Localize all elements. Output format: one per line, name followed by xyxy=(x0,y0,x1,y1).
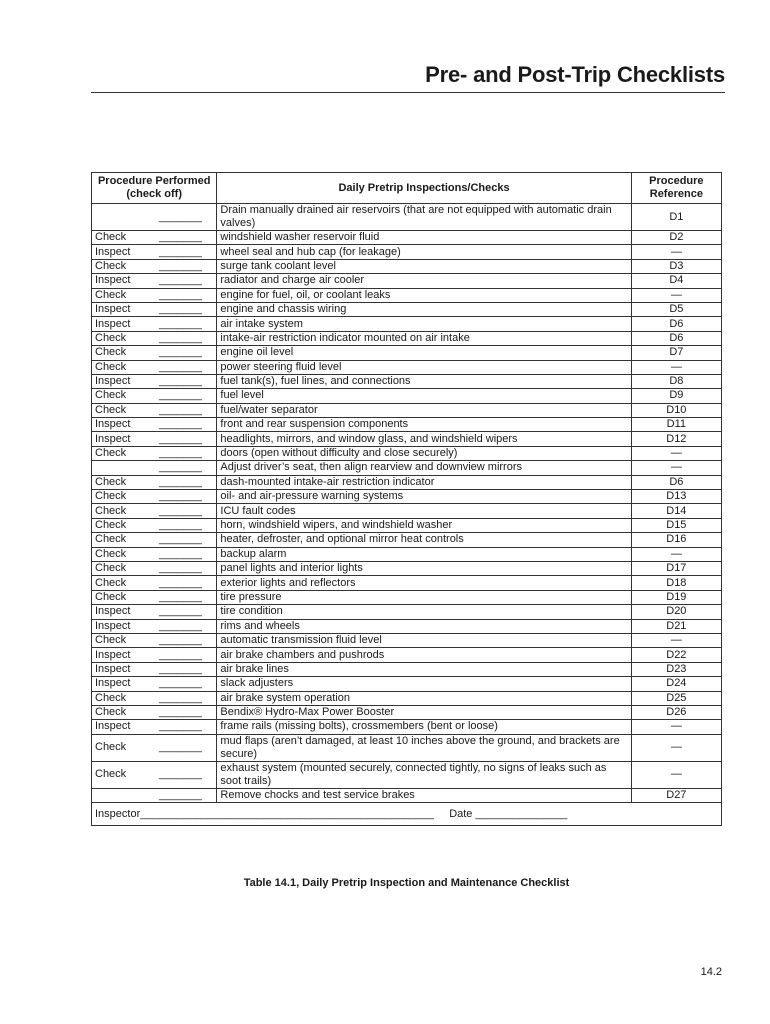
action-label: Check xyxy=(95,768,127,781)
check-off-blank[interactable]: _______ xyxy=(159,210,202,223)
table-row xyxy=(92,547,722,561)
inspection-task: tire pressure xyxy=(217,590,631,604)
inspection-task: automatic transmission fluid level xyxy=(217,633,631,647)
procedure-reference: D15 xyxy=(631,518,721,532)
check-off-blank[interactable]: _______ xyxy=(159,788,202,801)
action-label: Check xyxy=(95,590,127,603)
check-off-blank[interactable]: _______ xyxy=(159,490,202,503)
check-off-blank[interactable]: _______ xyxy=(159,562,202,575)
action-label: Check xyxy=(95,519,127,531)
procedure-performed-cell xyxy=(92,302,217,316)
check-off-blank[interactable]: _______ xyxy=(159,274,202,287)
inspection-task: surge tank coolant level xyxy=(217,259,631,273)
check-off-blank[interactable]: _______ xyxy=(159,447,202,460)
procedure-reference: D16 xyxy=(631,533,721,547)
inspection-task: rims and wheels xyxy=(217,619,631,633)
procedure-reference: — xyxy=(631,245,721,259)
table-row xyxy=(92,475,722,489)
inspection-task: backup alarm xyxy=(217,547,631,561)
procedure-performed-cell xyxy=(92,734,217,761)
procedure-reference: D12 xyxy=(631,432,721,446)
check-off-blank[interactable]: _______ xyxy=(159,634,202,647)
procedure-performed-cell xyxy=(92,705,217,719)
action-label: Inspect xyxy=(95,662,131,675)
procedure-reference: D27 xyxy=(631,788,721,802)
procedure-reference: D8 xyxy=(631,374,721,388)
action-label: Check xyxy=(95,360,127,373)
procedure-reference: — xyxy=(631,633,721,647)
check-off-blank[interactable]: _______ xyxy=(159,360,202,373)
table-row xyxy=(92,331,722,345)
action-label: Check xyxy=(95,741,127,754)
procedure-reference: D19 xyxy=(631,590,721,604)
procedure-performed-cell xyxy=(92,418,217,432)
check-off-blank[interactable]: _______ xyxy=(159,432,202,445)
table-row xyxy=(92,677,722,691)
procedure-reference: — xyxy=(631,288,721,302)
procedure-performed-cell xyxy=(92,691,217,705)
check-off-blank[interactable]: _______ xyxy=(159,418,202,431)
procedure-performed-cell xyxy=(92,648,217,662)
procedure-reference: D6 xyxy=(631,475,721,489)
procedure-reference: D21 xyxy=(631,619,721,633)
action-label: Inspect xyxy=(95,303,131,316)
table-row xyxy=(92,605,722,619)
check-off-blank[interactable]: _______ xyxy=(159,389,202,402)
procedure-reference: D26 xyxy=(631,705,721,719)
procedure-performed-cell xyxy=(92,432,217,446)
inspection-task: radiator and charge air cooler xyxy=(217,274,631,288)
action-label: Check xyxy=(95,562,127,575)
action-label: Inspect xyxy=(95,720,131,733)
inspection-task: Adjust driver’s seat, then align rearview and downview mirrors xyxy=(217,461,631,475)
action-label: Check xyxy=(95,533,127,546)
inspection-task: mud flaps (aren’t damaged, at least 10 inches above the ground, and brackets are secure) xyxy=(217,734,631,761)
inspection-task: Drain manually drained air reservoirs (that are not equipped with automatic drain valves) xyxy=(217,204,631,231)
check-off-blank[interactable]: _______ xyxy=(159,720,202,733)
table-row xyxy=(92,576,722,590)
procedure-performed-cell xyxy=(92,446,217,460)
date-field[interactable]: Date _______________ xyxy=(449,807,568,820)
page-title: Pre- and Post-Trip Checklists xyxy=(425,62,725,87)
action-label: Check xyxy=(95,634,127,647)
check-off-blank[interactable]: _______ xyxy=(159,475,202,488)
action-label: Inspect xyxy=(95,432,131,445)
procedure-performed-cell xyxy=(92,317,217,331)
action-label: Inspect xyxy=(95,274,131,287)
procedure-reference: D2 xyxy=(631,231,721,245)
action-label: Check xyxy=(95,346,127,359)
procedure-performed-cell xyxy=(92,633,217,647)
procedure-reference: D6 xyxy=(631,317,721,331)
procedure-reference: D5 xyxy=(631,302,721,316)
procedure-performed-cell xyxy=(92,518,217,532)
check-off-blank[interactable]: _______ xyxy=(159,619,202,632)
table-row xyxy=(92,274,722,288)
procedure-reference: D18 xyxy=(631,576,721,590)
check-off-blank[interactable]: _______ xyxy=(159,706,202,719)
inspection-task: dash-mounted intake-air restriction indicator xyxy=(217,475,631,489)
inspection-task: air brake system operation xyxy=(217,691,631,705)
action-label: Check xyxy=(95,691,127,704)
procedure-performed-cell xyxy=(92,204,217,231)
check-off-blank[interactable]: _______ xyxy=(159,231,202,244)
table-row xyxy=(92,231,722,245)
procedure-reference: — xyxy=(631,547,721,561)
procedure-performed-cell xyxy=(92,605,217,619)
procedure-reference: D3 xyxy=(631,259,721,273)
header-daily-pretrip: Daily Pretrip Inspections/Checks xyxy=(217,173,631,204)
procedure-reference: D11 xyxy=(631,418,721,432)
check-off-blank[interactable]: _______ xyxy=(159,259,202,272)
check-off-blank[interactable]: _______ xyxy=(159,691,202,704)
inspection-task: ICU fault codes xyxy=(217,504,631,518)
check-off-blank[interactable]: _______ xyxy=(159,288,202,301)
inspection-task: exhaust system (mounted securely, connected tightly, no signs of leaks such as soot trails) xyxy=(217,761,631,788)
procedure-reference: D14 xyxy=(631,504,721,518)
action-label: Check xyxy=(95,504,127,517)
action-label: Check xyxy=(95,231,127,244)
check-off-blank[interactable]: _______ xyxy=(159,375,202,388)
procedure-reference: — xyxy=(631,720,721,734)
inspection-task: frame rails (missing bolts), crossmembers (bent or loose) xyxy=(217,720,631,734)
procedure-performed-cell xyxy=(92,533,217,547)
table-row xyxy=(92,403,722,417)
table-row xyxy=(92,317,722,331)
table-row xyxy=(92,633,722,647)
inspection-task: power steering fluid level xyxy=(217,360,631,374)
inspection-task: panel lights and interior lights xyxy=(217,561,631,575)
table-caption: Table 14.1, Daily Pretrip Inspection and Maintenance Checklist xyxy=(243,877,570,889)
check-off-blank[interactable]: _______ xyxy=(159,741,202,754)
action-label: Inspect xyxy=(95,619,131,632)
procedure-performed-cell xyxy=(92,403,217,417)
check-off-blank[interactable]: _______ xyxy=(159,677,202,690)
action-label: Check xyxy=(95,447,127,460)
check-off-blank[interactable]: _______ xyxy=(159,303,202,316)
inspection-task: air intake system xyxy=(217,317,631,331)
inspection-task: exterior lights and reflectors xyxy=(217,576,631,590)
procedure-reference: D13 xyxy=(631,490,721,504)
table-row xyxy=(92,418,722,432)
action-label: Inspect xyxy=(95,317,131,330)
inspection-task: wheel seal and hub cap (for leakage) xyxy=(217,245,631,259)
inspection-task: fuel level xyxy=(217,389,631,403)
inspection-task: air brake chambers and pushrods xyxy=(217,648,631,662)
procedure-reference: D23 xyxy=(631,662,721,676)
check-off-blank[interactable]: _______ xyxy=(159,504,202,517)
action-label: Inspect xyxy=(95,677,131,690)
table-row xyxy=(92,389,722,403)
action-label: Inspect xyxy=(95,418,131,431)
procedure-performed-cell xyxy=(92,561,217,575)
table-row xyxy=(92,504,722,518)
procedure-performed-cell xyxy=(92,475,217,489)
procedure-reference: D10 xyxy=(631,403,721,417)
procedure-reference: D22 xyxy=(631,648,721,662)
inspection-task: Remove chocks and test service brakes xyxy=(217,788,631,802)
check-off-blank[interactable]: _______ xyxy=(159,461,202,474)
procedure-performed-cell xyxy=(92,389,217,403)
table-row xyxy=(92,302,722,316)
table-row xyxy=(92,662,722,676)
procedure-performed-cell xyxy=(92,662,217,676)
check-off-blank[interactable]: _______ xyxy=(159,245,202,258)
table-row xyxy=(92,245,722,259)
table-row xyxy=(92,734,722,761)
inspection-task: horn, windshield wipers, and windshield washer xyxy=(217,518,631,532)
procedure-performed-cell xyxy=(92,288,217,302)
procedure-performed-cell xyxy=(92,590,217,604)
table-row xyxy=(92,648,722,662)
inspection-task: intake-air restriction indicator mounted on air intake xyxy=(217,331,631,345)
action-label: Check xyxy=(95,547,127,560)
inspection-task: Bendix® Hydro-Max Power Booster xyxy=(217,705,631,719)
table-row xyxy=(92,691,722,705)
procedure-performed-cell xyxy=(92,374,217,388)
table-row xyxy=(92,461,722,475)
table-row xyxy=(92,288,722,302)
inspection-task: engine oil level xyxy=(217,346,631,360)
inspection-task: oil- and air-pressure warning systems xyxy=(217,490,631,504)
check-off-blank[interactable]: _______ xyxy=(159,648,202,661)
procedure-performed-cell xyxy=(92,576,217,590)
check-off-blank[interactable]: _______ xyxy=(159,533,202,546)
procedure-reference: D9 xyxy=(631,389,721,403)
inspection-task: windshield washer reservoir fluid xyxy=(217,231,631,245)
procedure-reference: D17 xyxy=(631,561,721,575)
inspection-task: tire condition xyxy=(217,605,631,619)
action-label: Check xyxy=(95,706,127,719)
table-row xyxy=(92,720,722,734)
action-label: Check xyxy=(95,576,127,589)
check-off-blank[interactable]: _______ xyxy=(159,768,202,781)
check-off-blank[interactable]: _______ xyxy=(159,605,202,618)
action-label: Check xyxy=(95,403,127,416)
check-off-blank[interactable]: _______ xyxy=(159,317,202,330)
table-row xyxy=(92,619,722,633)
procedure-performed-cell xyxy=(92,788,217,802)
action-label: Check xyxy=(95,259,127,272)
procedure-performed-cell xyxy=(92,346,217,360)
inspection-task: headlights, mirrors, and window glass, and windshield wipers xyxy=(217,432,631,446)
procedure-performed-cell xyxy=(92,677,217,691)
procedure-reference: D24 xyxy=(631,677,721,691)
procedure-reference: D1 xyxy=(631,204,721,231)
table-row xyxy=(92,259,722,273)
table-row xyxy=(92,204,722,231)
inspection-task: fuel/water separator xyxy=(217,403,631,417)
table-row xyxy=(92,705,722,719)
procedure-reference: D6 xyxy=(631,331,721,345)
inspector-row xyxy=(92,803,722,826)
procedure-performed-cell xyxy=(92,547,217,561)
inspector-cell xyxy=(92,803,722,826)
action-label: Inspect xyxy=(95,648,131,661)
inspection-task: front and rear suspension components xyxy=(217,418,631,432)
action-label: Inspect xyxy=(95,245,131,258)
inspection-task: doors (open without difficulty and close securely) xyxy=(217,446,631,460)
table-row xyxy=(92,346,722,360)
procedure-reference: — xyxy=(631,446,721,460)
table-row xyxy=(92,374,722,388)
table-row xyxy=(92,561,722,575)
procedure-reference: — xyxy=(631,461,721,475)
pretrip-checklist-table xyxy=(91,172,722,826)
procedure-reference: D25 xyxy=(631,691,721,705)
action-label: Check xyxy=(95,288,127,301)
check-off-blank[interactable]: _______ xyxy=(159,403,202,416)
procedure-performed-cell xyxy=(92,360,217,374)
table-row xyxy=(92,432,722,446)
procedure-performed-cell xyxy=(92,490,217,504)
table-row xyxy=(92,518,722,532)
procedure-performed-cell xyxy=(92,761,217,788)
action-label: Inspect xyxy=(95,375,131,388)
procedure-performed-cell xyxy=(92,259,217,273)
table-row xyxy=(92,788,722,802)
procedure-reference: — xyxy=(631,360,721,374)
action-label: Check xyxy=(95,389,127,402)
procedure-performed-cell xyxy=(92,720,217,734)
inspection-task: engine for fuel, oil, or coolant leaks xyxy=(217,288,631,302)
procedure-reference: D20 xyxy=(631,605,721,619)
inspector-field[interactable]: Inspector________________________________________________ xyxy=(95,807,434,820)
procedure-performed-cell xyxy=(92,331,217,345)
check-off-blank[interactable]: _______ xyxy=(159,331,202,344)
procedure-performed-cell xyxy=(92,504,217,518)
check-off-blank[interactable]: _______ xyxy=(159,662,202,675)
inspection-task: heater, defroster, and optional mirror heat controls xyxy=(217,533,631,547)
procedure-performed-cell xyxy=(92,619,217,633)
procedure-reference: — xyxy=(631,761,721,788)
procedure-reference: — xyxy=(631,734,721,761)
page-number: 14.2 xyxy=(700,966,722,978)
procedure-reference: D7 xyxy=(631,346,721,360)
table-row xyxy=(92,490,722,504)
action-label: Check xyxy=(95,490,127,503)
header-divider xyxy=(91,92,725,93)
check-off-blank[interactable]: _______ xyxy=(159,576,202,589)
inspection-task: air brake lines xyxy=(217,662,631,676)
inspection-task: fuel tank(s), fuel lines, and connections xyxy=(217,374,631,388)
procedure-performed-cell xyxy=(92,245,217,259)
header-procedure-reference: Procedure Reference xyxy=(631,173,721,204)
procedure-performed-cell xyxy=(92,274,217,288)
check-off-blank[interactable]: _______ xyxy=(159,590,202,603)
procedure-performed-cell xyxy=(92,231,217,245)
table-row xyxy=(92,761,722,788)
action-label: Check xyxy=(95,331,127,344)
check-off-blank[interactable]: _______ xyxy=(159,346,202,359)
check-off-blank[interactable]: _______ xyxy=(159,547,202,560)
check-off-blank[interactable]: _______ xyxy=(159,519,202,531)
table-header-row xyxy=(92,173,722,204)
table-row xyxy=(92,360,722,374)
procedure-performed-cell xyxy=(92,461,217,475)
table-row xyxy=(92,446,722,460)
action-label: Inspect xyxy=(95,605,131,618)
action-label: Check xyxy=(95,475,127,488)
header-procedure-performed: Procedure Performed (check off) xyxy=(92,173,217,204)
procedure-reference: D4 xyxy=(631,274,721,288)
inspection-task: engine and chassis wiring xyxy=(217,302,631,316)
table-row xyxy=(92,533,722,547)
table-row xyxy=(92,590,722,604)
inspection-task: slack adjusters xyxy=(217,677,631,691)
